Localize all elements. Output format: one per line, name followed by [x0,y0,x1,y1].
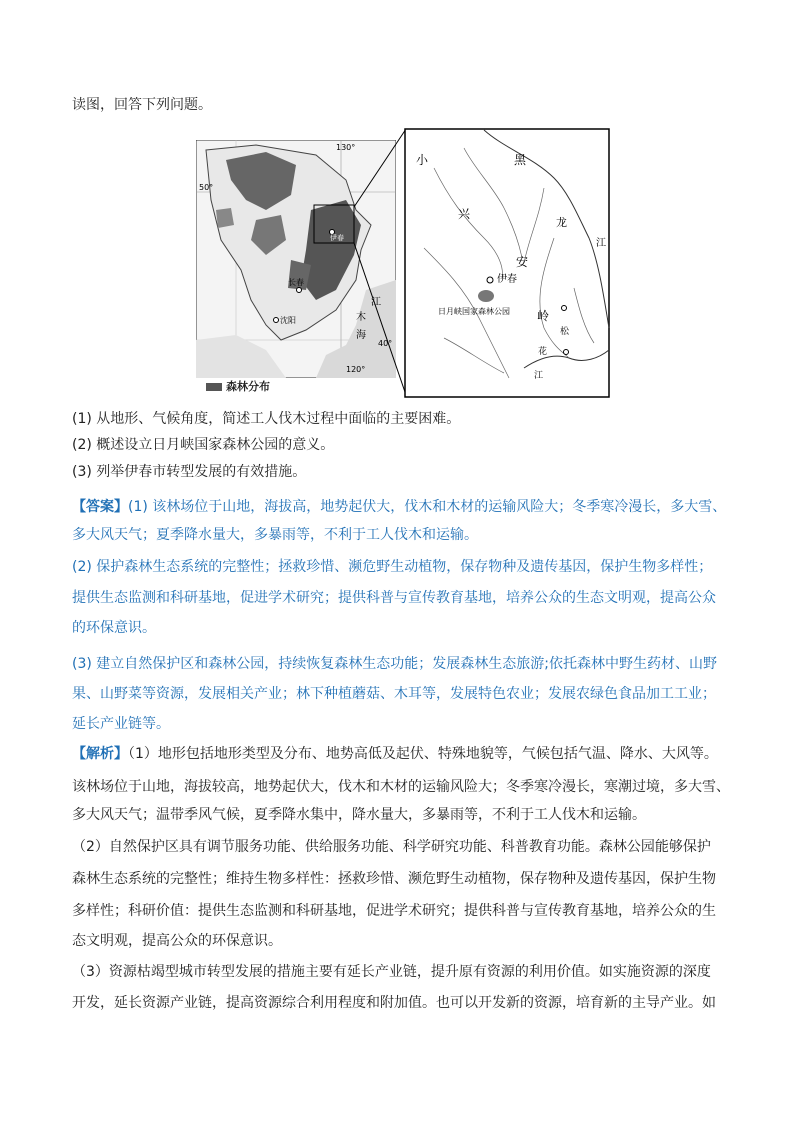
yichun-detail-map [404,128,610,398]
legend-label: 森林分布 [226,380,270,393]
analysis-line-2: 该林场位于山地，海拔较高，地势起伏大，伐木和木材的运输风险大；冬季寒冷漫长，寒潮过境，多大雪、 [72,779,730,795]
xiao-label: 小 [416,153,429,167]
inset-connector [350,125,410,400]
answer-line-3: (2) 保护森林生态系统的完整性；拯救珍惜、濒危野生动植物，保存物种及遗传基因，保护生物多样性； [72,559,713,575]
map-legend [206,378,270,394]
jiang-left-label: 江 [371,297,381,308]
question-2: (2) 概述设立日月峡国家森林公园的意义。 [72,437,335,453]
jiang2-label: 江 [534,371,544,381]
analysis-line-8: （3）资源枯竭型城市转型发展的措施主要有延长产业链，提升原有资源的利用价值。如实施资源的深度 [72,964,711,980]
xing-label: 兴 [458,207,471,221]
answer-line-2: 多大风天气；夏季降水量大，多暴雨等，不利于工人伐木和运输。 [72,527,478,543]
lat-40-label: 40° [378,339,393,348]
hei-label: 黑 [514,153,527,167]
question-3: (3) 列举伊春市转型发展的有效措施。 [72,464,307,480]
mu-label: 木 [356,312,366,323]
analysis-line-1: 【解析】（1）地形包括地形类型及分布、地势高低及起伏、特殊地貌等，气候包括气温、降水、大风等。 [72,746,718,762]
ling-label: 岭 [537,309,550,323]
song-label: 松 [560,327,570,337]
analysis-line-5: 森林生态系统的完整性；维持生物多样性：拯救珍惜、濒危野生动植物，保存物种及遗传基因，保护生物 [72,871,716,887]
jiang1-label: 江 [596,238,606,249]
answer-line-5: 的环保意识。 [72,620,156,636]
shenyang-label: 沈阳 [280,316,296,325]
answer-line-4: 提供生态监测和科研基地，促进学术研究；提供科普与宣传教育基地，培养公众的生态文明观，提高公众 [72,590,716,606]
lon-130-label: 130° [336,143,356,152]
analysis-line-4: （2）自然保护区具有调节服务功能、供给服务功能、科学研究功能、科普教育功能。森林公园能够保护 [72,839,711,855]
forest-legend-swatch [206,383,222,391]
intro-text: 读图，回答下列问题。 [72,97,212,113]
hai-label: 海 [356,330,366,341]
analysis-line-3: 多大风天气；温带季风气候，夏季降水集中，降水量大，多暴雨等，不利于工人伐木和运输。 [72,807,646,823]
answer-line-6: (3) 建立自然保护区和森林公园，持续恢复森林生态功能；发展森林生态旅游;依托森林中野生药材、山野 [72,656,717,672]
changchun-label: 长春 [288,278,304,287]
yichun-right-label: 伊春 [497,274,517,285]
analysis-tag: 【解析】 [72,746,128,762]
answer-tag: 【答案】 [72,499,128,515]
answer-line-8: 延长产业链等。 [72,716,170,732]
answer-line-1: 【答案】(1) 该林场位于山地，海拔高，地势起伏大，伐木和木材的运输风险大；冬季寒冷漫长，多大雪、 [72,499,727,515]
question-1: (1) 从地形、气候角度，简述工人伐木过程中面临的主要困难。 [72,411,461,427]
answer-line-7: 果、山野菜等资源，发展相关产业；林下种植蘑菇、木耳等，发展特色农业；发展农绿色食品加工工业； [72,686,716,702]
lon-120-label: 120° [346,365,366,374]
an-label: 安 [516,255,529,269]
lat-50-label: 50° [199,183,214,192]
hua-label: 花 [538,347,548,357]
analysis-line-9: 开发，延长资源产业链，提高资源综合利用程度和附加值。也可以开发新的资源，培育新的主导产业。如 [72,995,716,1011]
park-label: 日月峡国家森林公园 [438,307,510,316]
yichun-left-label: 伊春 [330,234,344,242]
long-label: 龙 [556,216,567,229]
analysis-line-7: 态文明观，提高公众的环保意识。 [72,933,282,949]
analysis-line-6: 多样性；科研价值：提供生态监测和科研基地，促进学术研究；提供科普与宣传教育基地，培养公众的生 [72,903,716,919]
